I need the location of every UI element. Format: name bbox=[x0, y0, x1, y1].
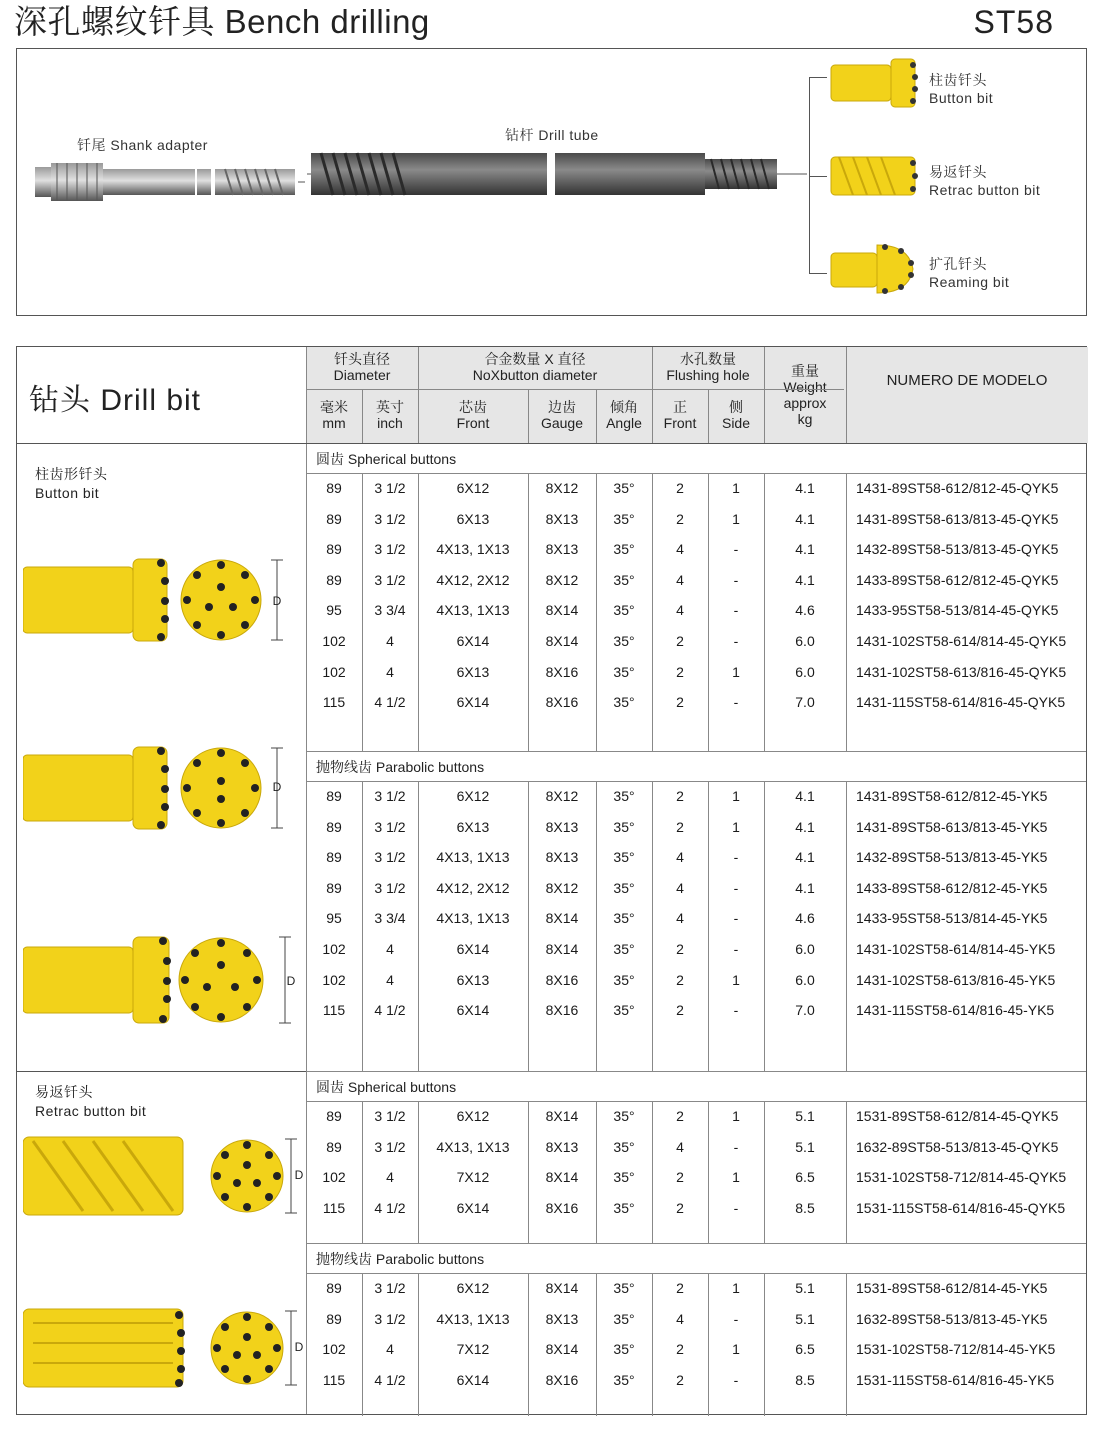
section-title: 圆齿 Spherical buttons bbox=[316, 451, 457, 467]
table-cell: 102 bbox=[322, 1341, 346, 1358]
table-cell: 3 1/2 bbox=[374, 1280, 406, 1296]
table-cell: 89 bbox=[326, 1108, 342, 1124]
table-cell: 35° bbox=[613, 1280, 635, 1296]
table-cell: 6.0 bbox=[795, 971, 815, 988]
table-cell: 2 bbox=[676, 941, 684, 957]
diameter-header: 钎头直径 Diameter bbox=[306, 351, 418, 383]
table-cell: 35° bbox=[613, 541, 635, 558]
table-cell: 1 bbox=[732, 788, 740, 804]
table-cell: 4 1/2 bbox=[374, 1371, 406, 1388]
table-cell: 4 bbox=[676, 849, 684, 866]
table-cell: 8.5 bbox=[795, 1199, 815, 1216]
section-title: 抛物线齿 Parabolic buttons bbox=[316, 759, 485, 775]
table-cell: 102 bbox=[322, 971, 346, 988]
table-cell: 1433-95ST58-513/814-45-QYK5 bbox=[856, 602, 1059, 619]
table-cell: 2 bbox=[676, 694, 684, 711]
reaming-bit-icon bbox=[829, 239, 919, 299]
category-retrac-button-bit: 易返钎头 Retrac button bit bbox=[35, 1084, 147, 1119]
table-cell: 2 bbox=[676, 818, 684, 835]
table-cell: 3 1/2 bbox=[374, 849, 406, 866]
table-cell: 8X14 bbox=[545, 1341, 579, 1358]
table-cell: 1431-102ST58-614/814-45-QYK5 bbox=[856, 633, 1067, 649]
table-cell: 7X12 bbox=[456, 1169, 490, 1186]
table-cell: 4X13, 1X13 bbox=[436, 1138, 510, 1155]
table-cell: 35° bbox=[613, 694, 635, 711]
table-cell: 4.1 bbox=[795, 788, 815, 804]
table-cell: 8X14 bbox=[545, 941, 579, 957]
table-row bbox=[306, 781, 1088, 811]
table-cell: - bbox=[733, 1371, 739, 1388]
table-cell: 1 bbox=[732, 1169, 740, 1186]
table-row bbox=[306, 504, 1088, 534]
table-cell: 1431-89ST58-613/813-45-QYK5 bbox=[856, 510, 1059, 527]
table-cell: 1431-115ST58-614/816-45-YK5 bbox=[856, 1002, 1055, 1019]
table-cell: 8X13 bbox=[545, 849, 579, 866]
table-cell: 3 3/4 bbox=[374, 602, 406, 619]
table-cell: 1433-95ST58-513/814-45-YK5 bbox=[856, 910, 1048, 927]
table-cell: 4 1/2 bbox=[374, 1002, 406, 1019]
table-cell: 3 1/2 bbox=[374, 480, 406, 496]
table-cell: 8X13 bbox=[545, 818, 579, 835]
table-cell: 8X14 bbox=[545, 910, 579, 927]
table-cell: 35° bbox=[613, 941, 635, 957]
table-cell: - bbox=[733, 633, 739, 649]
table-cell: 2 bbox=[676, 1169, 684, 1186]
table-cell: 35° bbox=[613, 480, 635, 496]
table-row bbox=[306, 626, 1088, 656]
table-cell: 89 bbox=[326, 818, 342, 835]
table-cell: 1432-89ST58-513/813-45-QYK5 bbox=[856, 541, 1059, 558]
table-cell: 102 bbox=[322, 941, 346, 957]
table-cell: 6X14 bbox=[456, 1199, 490, 1216]
table-row bbox=[306, 1193, 1088, 1223]
table-cell: 1 bbox=[732, 1108, 740, 1124]
table-cell: 4.1 bbox=[795, 510, 815, 527]
table-cell: 89 bbox=[326, 480, 342, 496]
table-cell: 2 bbox=[676, 1280, 684, 1296]
table-cell: 8X16 bbox=[545, 694, 579, 711]
table-cell: 6X14 bbox=[456, 941, 490, 957]
table-cell: 89 bbox=[326, 571, 342, 588]
table-cell: 35° bbox=[613, 879, 635, 896]
table-cell: 6.0 bbox=[795, 663, 815, 680]
flush-side-header: 侧 Side bbox=[708, 399, 764, 431]
table-row bbox=[306, 903, 1088, 933]
table-row bbox=[306, 1132, 1088, 1162]
table-cell: 7X12 bbox=[456, 1341, 490, 1358]
table-cell: 4X13, 1X13 bbox=[436, 910, 510, 927]
mm-header: 毫米 mm bbox=[306, 399, 362, 431]
table-cell: 4.1 bbox=[795, 818, 815, 835]
table-cell: 1531-102ST58-712/814-45-QYK5 bbox=[856, 1169, 1067, 1186]
table-cell: 35° bbox=[613, 1002, 635, 1019]
table-cell: 1433-89ST58-612/812-45-YK5 bbox=[856, 879, 1048, 896]
table-cell: 6X14 bbox=[456, 694, 490, 711]
table-cell: 5.1 bbox=[795, 1138, 815, 1155]
table-cell: 35° bbox=[613, 1341, 635, 1358]
table-cell: 89 bbox=[326, 879, 342, 896]
table-cell: 8X16 bbox=[545, 663, 579, 680]
table-cell: 1 bbox=[732, 663, 740, 680]
table-cell: 8X12 bbox=[545, 788, 579, 804]
table-cell: 2 bbox=[676, 1199, 684, 1216]
table-cell: - bbox=[733, 1138, 739, 1155]
table-cell: 4X13, 1X13 bbox=[436, 541, 510, 558]
table-cell: 1 bbox=[732, 818, 740, 835]
table-cell: - bbox=[733, 694, 739, 711]
table-cell: 3 1/2 bbox=[374, 818, 406, 835]
table-cell: 3 1/2 bbox=[374, 510, 406, 527]
table-cell: 6X13 bbox=[456, 510, 490, 527]
table-row bbox=[306, 595, 1088, 625]
table-cell: 4 bbox=[386, 941, 394, 957]
table-cell: 2 bbox=[676, 1341, 684, 1358]
reaming-bit-label: 扩孔钎头 Reaming bit bbox=[929, 256, 1010, 290]
table-cell: 35° bbox=[613, 633, 635, 649]
table-cell: 3 1/2 bbox=[374, 1108, 406, 1124]
shank-adapter-illustration bbox=[35, 161, 305, 203]
table-cell: 1431-102ST58-613/816-45-YK5 bbox=[856, 971, 1056, 988]
table-cell: 3 1/2 bbox=[374, 571, 406, 588]
table-cell: 2 bbox=[676, 663, 684, 680]
table-cell: 89 bbox=[326, 1138, 342, 1155]
table-cell: 6X12 bbox=[456, 788, 490, 804]
dimension-label: D bbox=[272, 594, 282, 608]
gauge-header: 边齿 Gauge bbox=[528, 399, 596, 431]
table-cell: 35° bbox=[613, 818, 635, 835]
table-cell: 115 bbox=[322, 1199, 346, 1216]
table-row bbox=[306, 812, 1088, 842]
table-cell: 1 bbox=[732, 480, 740, 496]
table-cell: 35° bbox=[613, 1138, 635, 1155]
model-header: NUMERO DE MODELO bbox=[846, 373, 1088, 389]
table-cell: 2 bbox=[676, 510, 684, 527]
table-cell: 1431-89ST58-612/812-45-YK5 bbox=[856, 788, 1048, 804]
table-cell: 4X13, 1X13 bbox=[436, 1310, 510, 1327]
table-cell: 4 1/2 bbox=[374, 1199, 406, 1216]
table-cell: 4.6 bbox=[795, 910, 815, 927]
parabolic-button-bit-illustration-1 bbox=[23, 743, 303, 833]
table-cell: 2 bbox=[676, 971, 684, 988]
table-cell: 115 bbox=[322, 694, 346, 711]
table-cell: 1433-89ST58-612/812-45-QYK5 bbox=[856, 571, 1059, 588]
inch-header: 英寸 inch bbox=[362, 399, 418, 431]
drill-bit-table bbox=[16, 346, 1087, 1415]
table-cell: - bbox=[733, 941, 739, 957]
table-cell: 1431-102ST58-613/816-45-QYK5 bbox=[856, 663, 1067, 680]
table-cell: 4 bbox=[676, 541, 684, 558]
shank-adapter-label: 钎尾 Shank adapter bbox=[77, 137, 208, 153]
table-row bbox=[306, 687, 1088, 717]
table-cell: 1432-89ST58-513/813-45-YK5 bbox=[856, 849, 1048, 866]
table-cell: 7.0 bbox=[795, 1002, 815, 1019]
table-row bbox=[306, 995, 1088, 1025]
table-cell: 3 1/2 bbox=[374, 541, 406, 558]
table-cell: 4 bbox=[676, 910, 684, 927]
table-cell: 8X14 bbox=[545, 602, 579, 619]
table-row bbox=[306, 534, 1088, 564]
table-cell: 115 bbox=[322, 1002, 346, 1019]
table-cell: 2 bbox=[676, 1371, 684, 1388]
table-cell: 95 bbox=[326, 602, 342, 619]
table-cell: 35° bbox=[613, 1371, 635, 1388]
table-cell: 8X14 bbox=[545, 1169, 579, 1186]
table-cell: 8X12 bbox=[545, 571, 579, 588]
table-cell: 2 bbox=[676, 1108, 684, 1124]
table-cell: 8.5 bbox=[795, 1371, 815, 1388]
table-cell: 35° bbox=[613, 788, 635, 804]
table-cell: 102 bbox=[322, 1169, 346, 1186]
table-cell: 1431-89ST58-613/813-45-YK5 bbox=[856, 818, 1048, 835]
retrac-button-bit-icon bbox=[829, 153, 919, 199]
table-cell: 8X13 bbox=[545, 1310, 579, 1327]
table-cell: 6X14 bbox=[456, 1371, 490, 1388]
dimension-label: D bbox=[286, 974, 296, 988]
table-cell: 89 bbox=[326, 541, 342, 558]
table-cell: 4.6 bbox=[795, 602, 815, 619]
section-title: 圆齿 Spherical buttons bbox=[316, 1079, 457, 1095]
dimension-label: D bbox=[272, 780, 282, 794]
page-title: 深孔螺纹钎具 Bench drilling bbox=[14, 3, 430, 40]
table-row bbox=[306, 1101, 1088, 1131]
table-cell: 6X13 bbox=[456, 971, 490, 988]
table-cell: 4 bbox=[676, 571, 684, 588]
table-row bbox=[306, 473, 1088, 503]
table-cell: 5.1 bbox=[795, 1108, 815, 1124]
table-cell: 1632-89ST58-513/813-45-YK5 bbox=[856, 1310, 1048, 1327]
angle-header: 倾角 Angle bbox=[596, 399, 652, 431]
table-cell: 3 3/4 bbox=[374, 910, 406, 927]
table-cell: 89 bbox=[326, 1310, 342, 1327]
table-cell: 6.5 bbox=[795, 1341, 815, 1358]
product-code: ST58 bbox=[973, 4, 1054, 40]
table-cell: 7.0 bbox=[795, 694, 815, 711]
table-cell: 115 bbox=[322, 1371, 346, 1388]
button-bit-label: 柱齿钎头 Button bit bbox=[929, 72, 994, 106]
table-row bbox=[306, 965, 1088, 995]
flushing-header: 水孔数量 Flushing hole bbox=[652, 351, 764, 383]
table-row bbox=[306, 842, 1088, 872]
table-cell: 8X12 bbox=[545, 480, 579, 496]
table-cell: 8X16 bbox=[545, 1002, 579, 1019]
table-row bbox=[306, 1365, 1088, 1395]
spherical-button-bit-illustration bbox=[23, 555, 303, 645]
table-cell: - bbox=[733, 1199, 739, 1216]
table-cell: - bbox=[733, 571, 739, 588]
table-cell: 2 bbox=[676, 788, 684, 804]
table-cell: - bbox=[733, 1310, 739, 1327]
table-cell: 3 1/2 bbox=[374, 1310, 406, 1327]
table-cell: - bbox=[733, 1002, 739, 1019]
table-cell: 6.0 bbox=[795, 633, 815, 649]
table-cell: 6X12 bbox=[456, 480, 490, 496]
table-cell: 4 bbox=[386, 1341, 394, 1358]
table-cell: 6X14 bbox=[456, 1002, 490, 1019]
table-cell: 1531-115ST58-614/816-45-QYK5 bbox=[856, 1199, 1066, 1216]
table-cell: 6.0 bbox=[795, 941, 815, 957]
table-cell: 1531-115ST58-614/816-45-YK5 bbox=[856, 1371, 1055, 1388]
table-cell: 4.1 bbox=[795, 480, 815, 496]
table-cell: 4X13, 1X13 bbox=[436, 849, 510, 866]
table-cell: 35° bbox=[613, 510, 635, 527]
table-cell: 8X14 bbox=[545, 633, 579, 649]
button-bit-icon bbox=[829, 57, 919, 109]
table-row bbox=[306, 1334, 1088, 1364]
table-cell: 4 bbox=[386, 1169, 394, 1186]
table-cell: 1431-102ST58-614/814-45-YK5 bbox=[856, 941, 1056, 957]
table-cell: 4 bbox=[676, 879, 684, 896]
table-cell: 3 1/2 bbox=[374, 788, 406, 804]
table-row bbox=[306, 657, 1088, 687]
table-cell: 4 bbox=[386, 633, 394, 649]
table-cell: 2 bbox=[676, 480, 684, 496]
table-cell: 8X16 bbox=[545, 1371, 579, 1388]
weight-header: 重量 Weight approx kg bbox=[764, 363, 846, 427]
table-cell: - bbox=[733, 910, 739, 927]
table-cell: 4X12, 2X12 bbox=[436, 879, 510, 896]
table-cell: 8X14 bbox=[545, 1108, 579, 1124]
retrac-button-bit-label: 易返钎头 Retrac button bit bbox=[929, 164, 1041, 198]
table-cell: 3 1/2 bbox=[374, 879, 406, 896]
table-cell: 5.1 bbox=[795, 1280, 815, 1296]
table-cell: 5.1 bbox=[795, 1310, 815, 1327]
table-cell: 89 bbox=[326, 849, 342, 866]
table-cell: 35° bbox=[613, 1310, 635, 1327]
table-cell: 102 bbox=[322, 633, 346, 649]
flush-front-header: 正 Front bbox=[652, 399, 708, 431]
retrac-spherical-bit-illustration bbox=[23, 1131, 303, 1221]
table-cell: 6X12 bbox=[456, 1108, 490, 1124]
table-cell: 35° bbox=[613, 1199, 635, 1216]
table-title: 钻头 Drill bit bbox=[29, 384, 202, 417]
table-cell: 6X14 bbox=[456, 633, 490, 649]
table-cell: 6X13 bbox=[456, 663, 490, 680]
table-cell: 35° bbox=[613, 663, 635, 680]
table-cell: 1 bbox=[732, 510, 740, 527]
table-row bbox=[306, 565, 1088, 595]
retrac-parabolic-bit-illustration bbox=[23, 1303, 303, 1393]
table-cell: 4.1 bbox=[795, 571, 815, 588]
drill-tube-label: 钻杆 Drill tube bbox=[505, 127, 599, 143]
table-cell: - bbox=[733, 879, 739, 896]
table-cell: 1531-89ST58-612/814-45-QYK5 bbox=[856, 1108, 1059, 1124]
table-cell: 35° bbox=[613, 971, 635, 988]
table-row bbox=[306, 1162, 1088, 1192]
table-cell: 102 bbox=[322, 663, 346, 680]
table-cell: 35° bbox=[613, 602, 635, 619]
table-cell: 1431-89ST58-612/812-45-QYK5 bbox=[856, 480, 1059, 496]
table-cell: 4 bbox=[676, 602, 684, 619]
table-row bbox=[306, 1273, 1088, 1303]
table-cell: 2 bbox=[676, 633, 684, 649]
table-cell: 4 bbox=[676, 1138, 684, 1155]
table-cell: 6.5 bbox=[795, 1169, 815, 1186]
table-cell: 1431-115ST58-614/816-45-QYK5 bbox=[856, 694, 1066, 711]
table-cell: 89 bbox=[326, 510, 342, 527]
table-cell: 4.1 bbox=[795, 879, 815, 896]
table-cell: 3 1/2 bbox=[374, 1138, 406, 1155]
table-cell: 1531-102ST58-712/814-45-YK5 bbox=[856, 1341, 1056, 1358]
table-cell: - bbox=[733, 602, 739, 619]
table-cell: 89 bbox=[326, 1280, 342, 1296]
table-cell: 8X16 bbox=[545, 1199, 579, 1216]
table-cell: 1 bbox=[732, 1280, 740, 1296]
section-title: 抛物线齿 Parabolic buttons bbox=[316, 1251, 485, 1267]
table-cell: 1 bbox=[732, 1341, 740, 1358]
table-cell: 6X13 bbox=[456, 818, 490, 835]
table-cell: 1 bbox=[732, 971, 740, 988]
table-cell: 2 bbox=[676, 1002, 684, 1019]
table-cell: 8X13 bbox=[545, 1138, 579, 1155]
table-cell: 35° bbox=[613, 1108, 635, 1124]
buttons-header: 合金数量 X 直径 NoXbutton diameter bbox=[418, 351, 652, 383]
table-cell: 8X16 bbox=[545, 971, 579, 988]
table-cell: - bbox=[733, 541, 739, 558]
table-cell: 4 bbox=[386, 971, 394, 988]
table-cell: 35° bbox=[613, 910, 635, 927]
table-cell: 4 bbox=[386, 663, 394, 680]
table-row bbox=[306, 873, 1088, 903]
table-cell: 8X12 bbox=[545, 879, 579, 896]
table-cell: 1632-89ST58-513/813-45-QYK5 bbox=[856, 1138, 1059, 1155]
front-header: 芯齿 Front bbox=[418, 399, 528, 431]
table-cell: 4 bbox=[676, 1310, 684, 1327]
table-cell: 4X12, 2X12 bbox=[436, 571, 510, 588]
table-cell: 4 1/2 bbox=[374, 694, 406, 711]
table-row bbox=[306, 934, 1088, 964]
category-button-bit: 柱齿形钎头 Button bit bbox=[35, 466, 108, 501]
table-row bbox=[306, 1304, 1088, 1334]
table-cell: 6X12 bbox=[456, 1280, 490, 1296]
table-cell: 89 bbox=[326, 788, 342, 804]
table-cell: 95 bbox=[326, 910, 342, 927]
table-cell: 8X13 bbox=[545, 541, 579, 558]
table-cell: 4.1 bbox=[795, 849, 815, 866]
parabolic-button-bit-illustration-2 bbox=[23, 935, 303, 1025]
dimension-label: D bbox=[294, 1168, 303, 1182]
table-cell: 35° bbox=[613, 1169, 635, 1186]
table-cell: 35° bbox=[613, 571, 635, 588]
table-cell: 4X13, 1X13 bbox=[436, 602, 510, 619]
table-cell: 8X14 bbox=[545, 1280, 579, 1296]
dimension-label: D bbox=[294, 1340, 303, 1354]
table-cell: 35° bbox=[613, 849, 635, 866]
table-cell: 8X13 bbox=[545, 510, 579, 527]
table-cell: 4.1 bbox=[795, 541, 815, 558]
table-cell: - bbox=[733, 849, 739, 866]
drill-string-diagram bbox=[16, 48, 1087, 316]
drill-tube-illustration bbox=[307, 151, 807, 197]
table-cell: 1531-89ST58-612/814-45-YK5 bbox=[856, 1280, 1048, 1296]
